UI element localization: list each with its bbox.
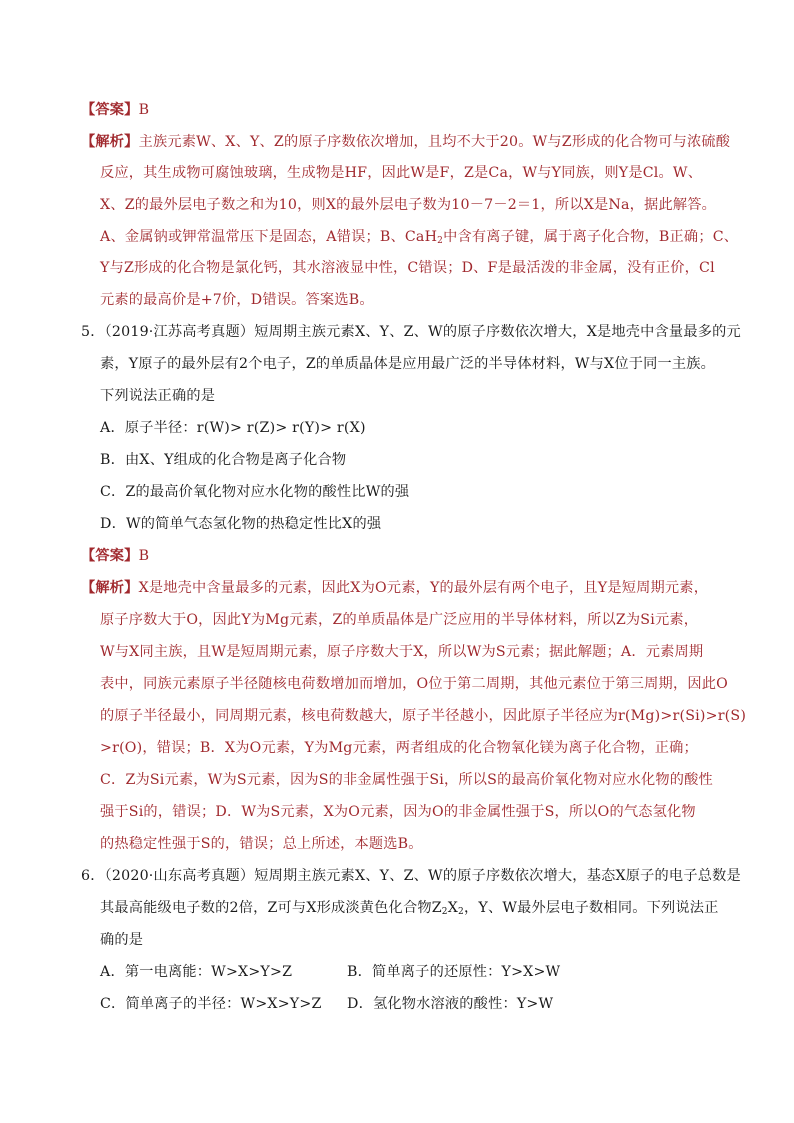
question-5-option-c: C．Z的最高价氧化物对应水化物的酸性比W的强	[100, 484, 410, 500]
question-5-option-a: A．原子半径：r(W)> r(Z)> r(Y)> r(X)	[100, 420, 366, 436]
answer-value: B	[138, 102, 150, 118]
question-5-answer: 【答案】B	[81, 548, 150, 564]
analysis-text-line: >r(O)，错误；B．X为O元素，Y为Mg元素，两者组成的化合物氧化镁为离子化合物，正确；	[100, 740, 698, 756]
analysis-text-line: 的热稳定性强于S的，错误；总上所述，本题选B。	[100, 836, 423, 852]
question-5-stem: 下列说法正确的是	[100, 388, 216, 404]
analysis-text-line: 的原子半径最小，同周期元素，核电荷数越大，原子半径越小，因此原子半径应为r(Mg)>r(Si)>r(S)	[100, 708, 747, 724]
question-6-stem: 6．（2020·山东高考真题）短周期主族元素X、Y、Z、W的原子序数依次增大，基态X原子的电子总数是	[81, 868, 741, 884]
question-5-analysis: 【解析】X是地壳中含量最多的元素，因此X为O元素，Y的最外层有两个电子，且Y是短周期元素，	[81, 580, 709, 596]
analysis-text-line: X、Z的最外层电子数之和为10，则X的最外层电子数为10－7－2＝1，所以X是Na，据此解答。	[100, 197, 716, 213]
answer-label: 【答案】	[81, 102, 139, 118]
question-6-option-a: A．第一电离能：W>X>Y>Z	[100, 964, 293, 980]
answer-line-1	[81, 100, 149, 120]
analysis-label: 【解析】	[81, 134, 139, 150]
analysis-text-line: 元素的最高价是+7价，D错误。答案选B。	[100, 292, 374, 308]
analysis-text-line: 强于Si的，错误；D．W为S元素，X为O元素，因为O的非金属性强于S，所以O的气态氢化物	[100, 804, 696, 820]
analysis-text-line: 原子序数大于O，因此Y为Mg元素，Z的单质晶体是广泛应用的半导体材料，所以Z为Si元素，	[100, 612, 699, 628]
question-5-stem: 素，Y原子的最外层有2个电子，Z的单质晶体是应用最广泛的半导体材料，W与X位于同一主族。	[100, 356, 716, 372]
question-6-option-d: D．氢化物水溶液的酸性：Y>W	[347, 996, 554, 1012]
analysis-text-line: 反应，其生成物可腐蚀玻璃，生成物是HF，因此W是F，Z是Ca，W与Y同族，则Y是Cl。W、	[100, 165, 703, 181]
question-6-option-b: B．简单离子的还原性：Y>X>W	[347, 964, 561, 980]
question-5-option-b: B．由X、Y组成的化合物是离子化合物	[100, 452, 347, 468]
question-5-stem: 5．（2019·江苏高考真题）短周期主族元素X、Y、Z、W的原子序数依次增大，X是地壳中含量最多的元	[81, 324, 741, 340]
analysis-text-line: Y与Z形成的化合物是氯化钙，其水溶液显中性，C错误；D、F是最活泼的非金属，没有正价，Cl	[100, 260, 715, 276]
question-5-option-d: D．W的简单气态氢化物的热稳定性比X的强	[100, 516, 382, 532]
question-6-stem: 其最高能级电子数的2倍，Z可与X形成淡黄色化合物$Z_2X_2$，Y、W最外层电子数相同。下列说法正	[100, 900, 719, 917]
analysis-line-1: 【解析】主族元素W、X、Y、Z的原子序数依次增加，且均不大于20。W与Z形成的化合物可与浓硫酸	[81, 134, 731, 150]
analysis-text-line: 表中，同族元素原子半径随核电荷数增加而增加，O位于第二周期，其他元素位于第三周期，因此O	[100, 676, 728, 692]
analysis-text-line: W与X同主族，且W是短周期元素，原子序数大于X，所以W为S元素；据此解题；A．元素周期	[100, 644, 704, 660]
analysis-text-line: C．Z为Si元素，W为S元素，因为S的非金属性强于Si，所以S的最高价氧化物对应水化物的酸性	[100, 772, 713, 788]
analysis-text-line: A、金属钠或钾常温常压下是固态，A错误；B、CaH$_2$中含有离子键，属于离子化合物，B正确；C、	[100, 229, 739, 246]
question-6-stem: 确的是	[100, 932, 144, 948]
question-6-option-c: C．简单离子的半径：W>X>Y>Z	[100, 996, 322, 1012]
